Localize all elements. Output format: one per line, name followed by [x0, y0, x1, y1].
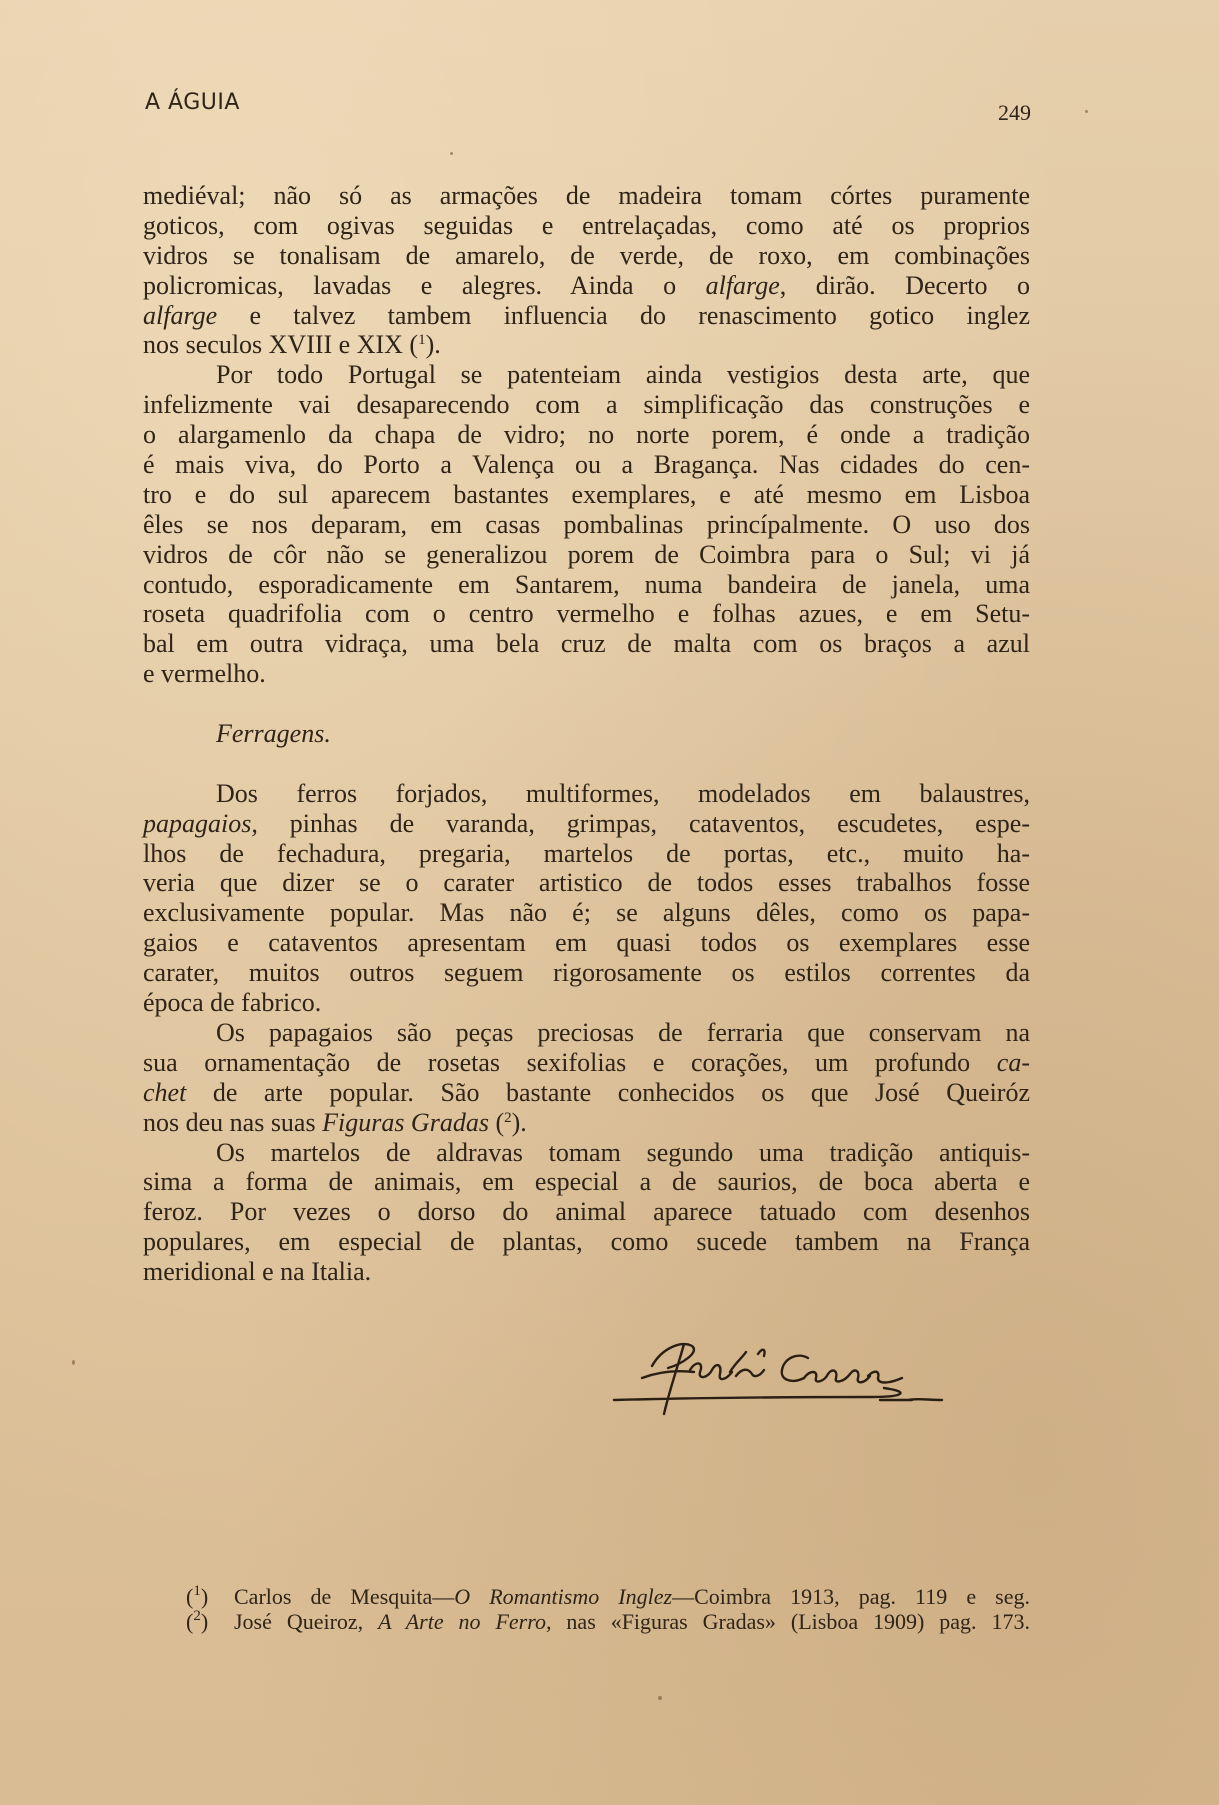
- text-line: goticos, com ogivas seguidas e entrelaçadas, como até os proprios: [143, 210, 1030, 240]
- footnote-mark: ($^2$): [186, 1608, 209, 1634]
- text-line: vidros de côr não se generalizou porem de Coimbra para o Sul; vi já: [143, 539, 1030, 569]
- text-line: roseta quadrifolia com o centro vermelho e folhas azues, e em Setu-: [143, 599, 1030, 629]
- body-text: [143, 181, 1030, 1287]
- text-line: carater, muitos outros seguem rigorosamente os estilos correntes da: [143, 958, 1030, 988]
- text-line: vidros se tonalisam de amarelo, de verde, de roxo, em combinações: [143, 240, 1030, 270]
- text-line: contudo, esporadicamente em Santarem, numa bandeira de janela, uma: [143, 569, 1030, 599]
- text-line: o alargamenlo da chapa de vidro; no norte porem, é onde a tradição: [143, 420, 1030, 450]
- section-heading: Ferragens.: [216, 719, 331, 749]
- paper-speck: [1085, 110, 1088, 113]
- blank-line: [143, 689, 1030, 719]
- footnotes: [186, 1584, 1030, 1634]
- text-line: nos deu nas suas Figuras Gradas ($^2$).: [143, 1107, 527, 1137]
- text-line: época de fabrico.: [143, 988, 322, 1018]
- text-line: populares, em especial de plantas, como sucede tambem na França: [143, 1227, 1030, 1257]
- text-line: papagaios, pinhas de varanda, grimpas, cataventos, escudetes, espe-: [143, 808, 1030, 838]
- paper-speck: [450, 152, 453, 155]
- text-line: bal em outra vidraça, uma bela cruz de malta com os braços a azul: [143, 629, 1030, 659]
- italic-term: alfarge: [705, 270, 780, 300]
- text-line: sima a forma de animais, em especial a de saurios, de boca aberta e: [143, 1167, 1030, 1197]
- text-line: meridional e na Italia.: [143, 1257, 372, 1287]
- footnote-text: José Queiroz, A Arte no Ferro, nas «Figuras Gradas» (Lisboa 1909) pag. 173.: [234, 1609, 1030, 1634]
- paper-speck: [72, 1360, 75, 1365]
- text-line: policromicas, lavadas e alegres. Ainda o alfarge, dirão. Decerto o: [143, 270, 1030, 300]
- text-line: Dos ferros forjados, multiformes, modelados em balaustres,: [216, 778, 1030, 808]
- footnote: [186, 1609, 1030, 1634]
- text-line: é mais viva, do Porto a Valença ou a Bragança. Nas cidades do cen-: [143, 450, 1030, 480]
- text-line: tro e do sul aparecem bastantes exemplares, e até mesmo em Lisboa: [143, 479, 1030, 509]
- footnote: [186, 1584, 1030, 1609]
- text-line: feroz. Por vezes o dorso do animal aparece tatuado com desenhos: [143, 1197, 1030, 1227]
- footnote-text: Carlos de Mesquita—O Romantismo Inglez—Coimbra 1913, pag. 119 e seg.: [234, 1584, 1030, 1609]
- footnote-mark: ($^1$): [186, 1583, 209, 1609]
- text-line: mediéval; não só as armações de madeira tomam córtes puramente: [143, 181, 1030, 210]
- italic-term: chet: [143, 1077, 187, 1107]
- text-line: lhos de fechadura, pregaria, martelos de portas, etc., muito ha-: [143, 838, 1030, 868]
- text-line: veria que dizer se o carater artistico de todos esses trabalhos fosse: [143, 868, 1030, 898]
- italic-title: Figuras Gradas: [322, 1107, 489, 1137]
- text-line: Os martelos de aldravas tomam segundo uma tradição antiquis-: [216, 1137, 1030, 1167]
- text-line: e vermelho.: [143, 659, 266, 689]
- footnote-ref: 2: [504, 1109, 512, 1126]
- text-line: nos seculos XVIII e XIX ($^1$).: [143, 330, 441, 360]
- paper-speck: [658, 1696, 662, 1700]
- text-line: alfarge e talvez tambem influencia do renascimento gotico inglez: [143, 300, 1030, 330]
- running-title: A ÁGUIA: [145, 90, 240, 115]
- text-line: êles se nos deparam, em casas pombalinas princípalmente. O uso dos: [143, 509, 1030, 539]
- text-line: gaios e cataventos apresentam em quasi todos os exemplares esse: [143, 928, 1030, 958]
- text-line: Por todo Portugal se patenteiam ainda vestigios desta arte, que: [216, 360, 1030, 390]
- footnote-ref: 1: [418, 332, 426, 349]
- blank-line: [143, 749, 1030, 779]
- italic-term: ca-: [996, 1047, 1030, 1077]
- text-line: Os papagaios são peças preciosas de ferraria que conservam na: [216, 1017, 1030, 1047]
- text-line: infelizmente vai desaparecendo com a simplificação das construções e: [143, 390, 1030, 420]
- text-line: chet de arte popular. São bastante conhecidos os que José Queiróz: [143, 1077, 1030, 1107]
- text-line: sua ornamentação de rosetas sexifolias e corações, um profundo ca-: [143, 1047, 1030, 1077]
- author-signature: [612, 1318, 1032, 1423]
- text-line: exclusivamente popular. Mas não é; se alguns dêles, como os papa-: [143, 898, 1030, 928]
- italic-term: alfarge: [143, 300, 218, 330]
- page-number: 249: [998, 100, 1031, 125]
- italic-term: papagaios,: [143, 808, 258, 838]
